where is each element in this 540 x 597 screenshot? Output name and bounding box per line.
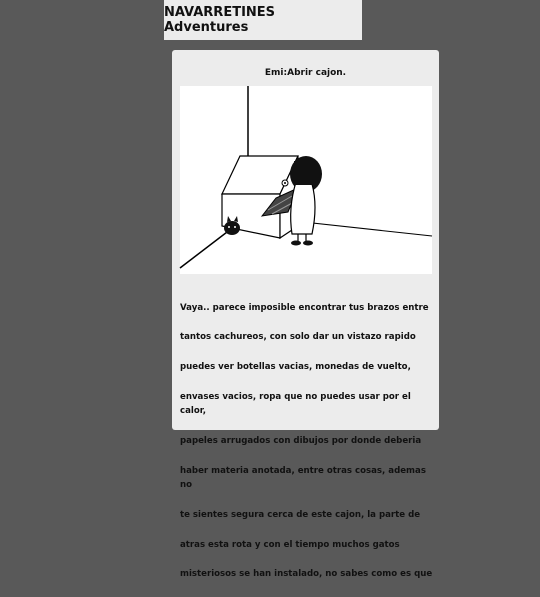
story-line: te sientes segura cerca de este cajon, la parte de — [180, 509, 421, 520]
scene-drawing — [180, 86, 432, 274]
story-line: atras esta rota y con el tiempo muchos gatos — [180, 539, 400, 550]
adventure-panel — [172, 50, 439, 580]
story-line: misteriosos se han instalado, no sabes como es que — [180, 569, 433, 580]
scene-illustration — [180, 86, 432, 274]
site-header — [164, 0, 362, 40]
story-line: envases vacios, ropa que no puedes usar por el calor, — [180, 391, 411, 417]
story-line: Vaya.. parece imposible encontrar tus brazos entre — [180, 302, 429, 313]
site-title: NAVARRETINES Adventures — [164, 5, 276, 35]
story-line: haber materia anotada, entre otras cosas, ademas no — [180, 465, 426, 491]
command-text: Emi:Abrir cajon. — [264, 68, 347, 78]
story-line: puedes ver botellas vacias, monedas de vuelto, — [180, 361, 411, 372]
story-line: papeles arrugados con dibujos por donde deberia — [180, 435, 422, 446]
story-text — [180, 286, 436, 597]
story-line: tantos cachureos, con solo dar un vistazo rapido — [180, 332, 416, 343]
